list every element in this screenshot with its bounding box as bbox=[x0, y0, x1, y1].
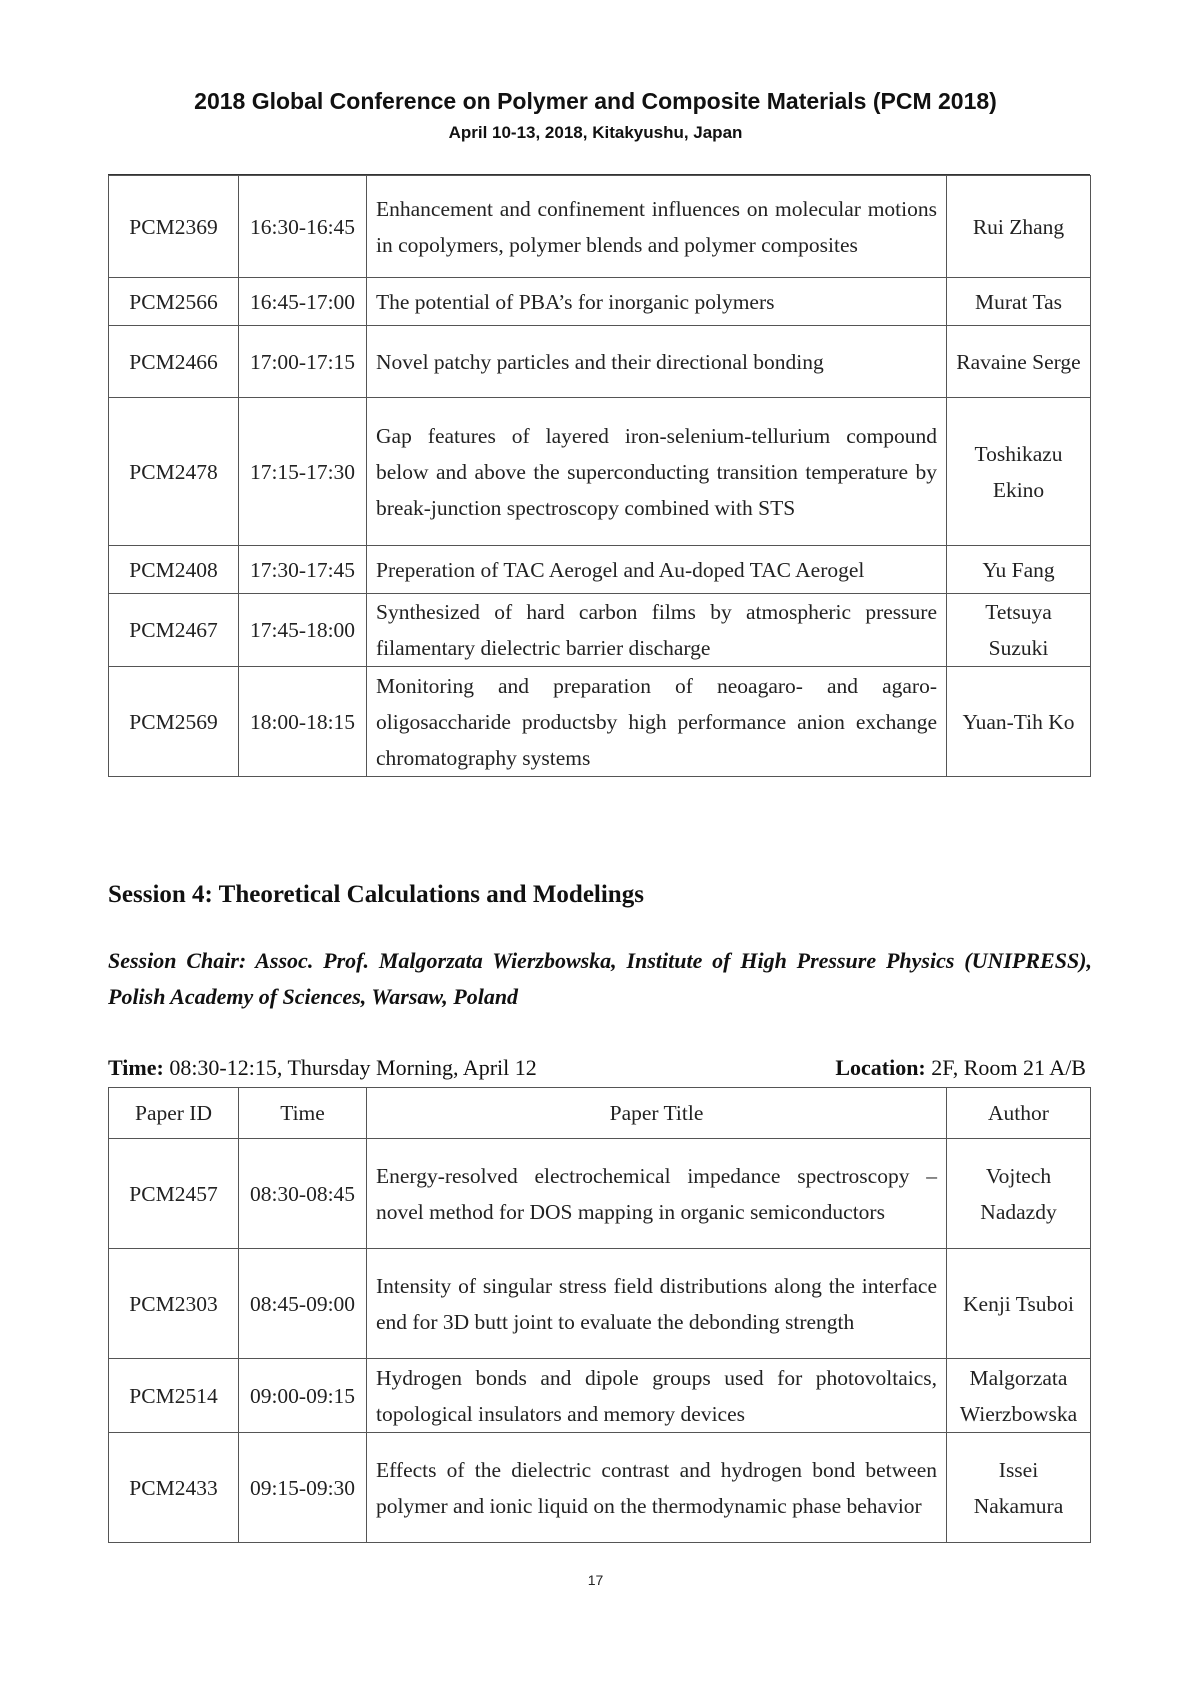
paper-id: PCM2566 bbox=[109, 278, 239, 326]
paper-title: Intensity of singular stress field distributions along the interface end for 3D butt joint to evaluate the debonding strength bbox=[367, 1249, 947, 1359]
session-location bbox=[835, 1053, 1086, 1083]
table-row bbox=[109, 1433, 1091, 1543]
paper-id: PCM2408 bbox=[109, 546, 239, 594]
table-row bbox=[109, 176, 1091, 278]
author: Tetsuya Suzuki bbox=[947, 594, 1091, 667]
time-slot: 08:45-09:00 bbox=[239, 1249, 367, 1359]
column-header-time: Time bbox=[239, 1088, 367, 1139]
paper-title: Enhancement and confinement influences on molecular motions in copolymers, polymer blends and polymer composites bbox=[367, 176, 947, 278]
time-slot: 17:45-18:00 bbox=[239, 594, 367, 667]
time-slot: 08:30-08:45 bbox=[239, 1139, 367, 1249]
table-row bbox=[109, 326, 1091, 398]
session-time-location bbox=[108, 1053, 1086, 1083]
column-header-author: Author bbox=[947, 1088, 1091, 1139]
time-slot: 17:15-17:30 bbox=[239, 398, 367, 546]
paper-title: Preperation of TAC Aerogel and Au-doped TAC Aerogel bbox=[367, 546, 947, 594]
session-title: Session 4: Theoretical Calculations and Modelings bbox=[108, 881, 644, 908]
column-header-paper-id: Paper ID bbox=[109, 1088, 239, 1139]
paper-id: PCM2433 bbox=[109, 1433, 239, 1543]
paper-title: Novel patchy particles and their directional bonding bbox=[367, 326, 947, 398]
paper-id: PCM2478 bbox=[109, 398, 239, 546]
session-4-table bbox=[108, 1087, 1091, 1543]
location-value: 2F, Room 21 A/B bbox=[931, 1055, 1086, 1080]
paper-title: Energy-resolved electrochemical impedance spectroscopy – novel method for DOS mapping in organic semiconductors bbox=[367, 1139, 947, 1249]
table-row bbox=[109, 278, 1091, 326]
paper-title: Hydrogen bonds and dipole groups used for photovoltaics, topological insulators and memory devices bbox=[367, 1359, 947, 1433]
author: Malgorzata Wierzbowska bbox=[947, 1359, 1091, 1433]
time-label: Time: bbox=[108, 1055, 164, 1080]
author: Yu Fang bbox=[947, 546, 1091, 594]
paper-title: Effects of the dielectric contrast and hydrogen bond between polymer and ionic liquid on the thermodynamic phase behavior bbox=[367, 1433, 947, 1543]
table-row bbox=[109, 546, 1091, 594]
table-row bbox=[109, 594, 1091, 667]
author: Kenji Tsuboi bbox=[947, 1249, 1091, 1359]
author: Issei Nakamura bbox=[947, 1433, 1091, 1543]
conference-title: 2018 Global Conference on Polymer and Composite Materials (PCM 2018) bbox=[194, 88, 997, 114]
location-label: Location: bbox=[835, 1055, 926, 1080]
time-slot: 16:45-17:00 bbox=[239, 278, 367, 326]
table-row bbox=[109, 398, 1091, 546]
time-slot: 17:00-17:15 bbox=[239, 326, 367, 398]
paper-title: The potential of PBA’s for inorganic polymers bbox=[367, 278, 947, 326]
table-row bbox=[109, 1139, 1091, 1249]
author: Toshikazu Ekino bbox=[947, 398, 1091, 546]
paper-id: PCM2466 bbox=[109, 326, 239, 398]
session-chair: Session Chair: Assoc. Prof. Malgorzata Wierzbowska, Institute of High Pressure Physics (UNIPRESS), Polish Academy of Sciences, Warsaw, Poland bbox=[108, 948, 1092, 1009]
time-slot: 18:00-18:15 bbox=[239, 667, 367, 777]
author: Murat Tas bbox=[947, 278, 1091, 326]
table-row bbox=[109, 1359, 1091, 1433]
paper-id: PCM2467 bbox=[109, 594, 239, 667]
schedule-table-continued bbox=[108, 175, 1091, 777]
author: Ravaine Serge bbox=[947, 326, 1091, 398]
author: Vojtech Nadazdy bbox=[947, 1139, 1091, 1249]
table-row bbox=[109, 667, 1091, 777]
paper-title: Synthesized of hard carbon films by atmospheric pressure filamentary dielectric barrier discharge bbox=[367, 594, 947, 667]
paper-title: Gap features of layered iron-selenium-tellurium compound below and above the superconducting transition temperature by break-junction spectroscopy combined with STS bbox=[367, 398, 947, 546]
time-slot: 09:15-09:30 bbox=[239, 1433, 367, 1543]
table-header-row bbox=[109, 1088, 1091, 1139]
time-slot: 17:30-17:45 bbox=[239, 546, 367, 594]
time-slot: 09:00-09:15 bbox=[239, 1359, 367, 1433]
paper-id: PCM2369 bbox=[109, 176, 239, 278]
paper-id: PCM2457 bbox=[109, 1139, 239, 1249]
table-row bbox=[109, 1249, 1091, 1359]
time-slot: 16:30-16:45 bbox=[239, 176, 367, 278]
conference-dates-location: April 10-13, 2018, Kitakyushu, Japan bbox=[448, 123, 743, 142]
time-value: 08:30-12:15, Thursday Morning, April 12 bbox=[169, 1055, 537, 1080]
paper-id: PCM2303 bbox=[109, 1249, 239, 1359]
page-number: 17 bbox=[587, 1572, 604, 1588]
session-time bbox=[108, 1053, 537, 1083]
author: Rui Zhang bbox=[947, 176, 1091, 278]
author: Yuan-Tih Ko bbox=[947, 667, 1091, 777]
paper-id: PCM2514 bbox=[109, 1359, 239, 1433]
column-header-paper-title: Paper Title bbox=[367, 1088, 947, 1139]
paper-title: Monitoring and preparation of neoagaro- and agaro-oligosaccharide productsby high performance anion exchange chromatography systems bbox=[367, 667, 947, 777]
paper-id: PCM2569 bbox=[109, 667, 239, 777]
